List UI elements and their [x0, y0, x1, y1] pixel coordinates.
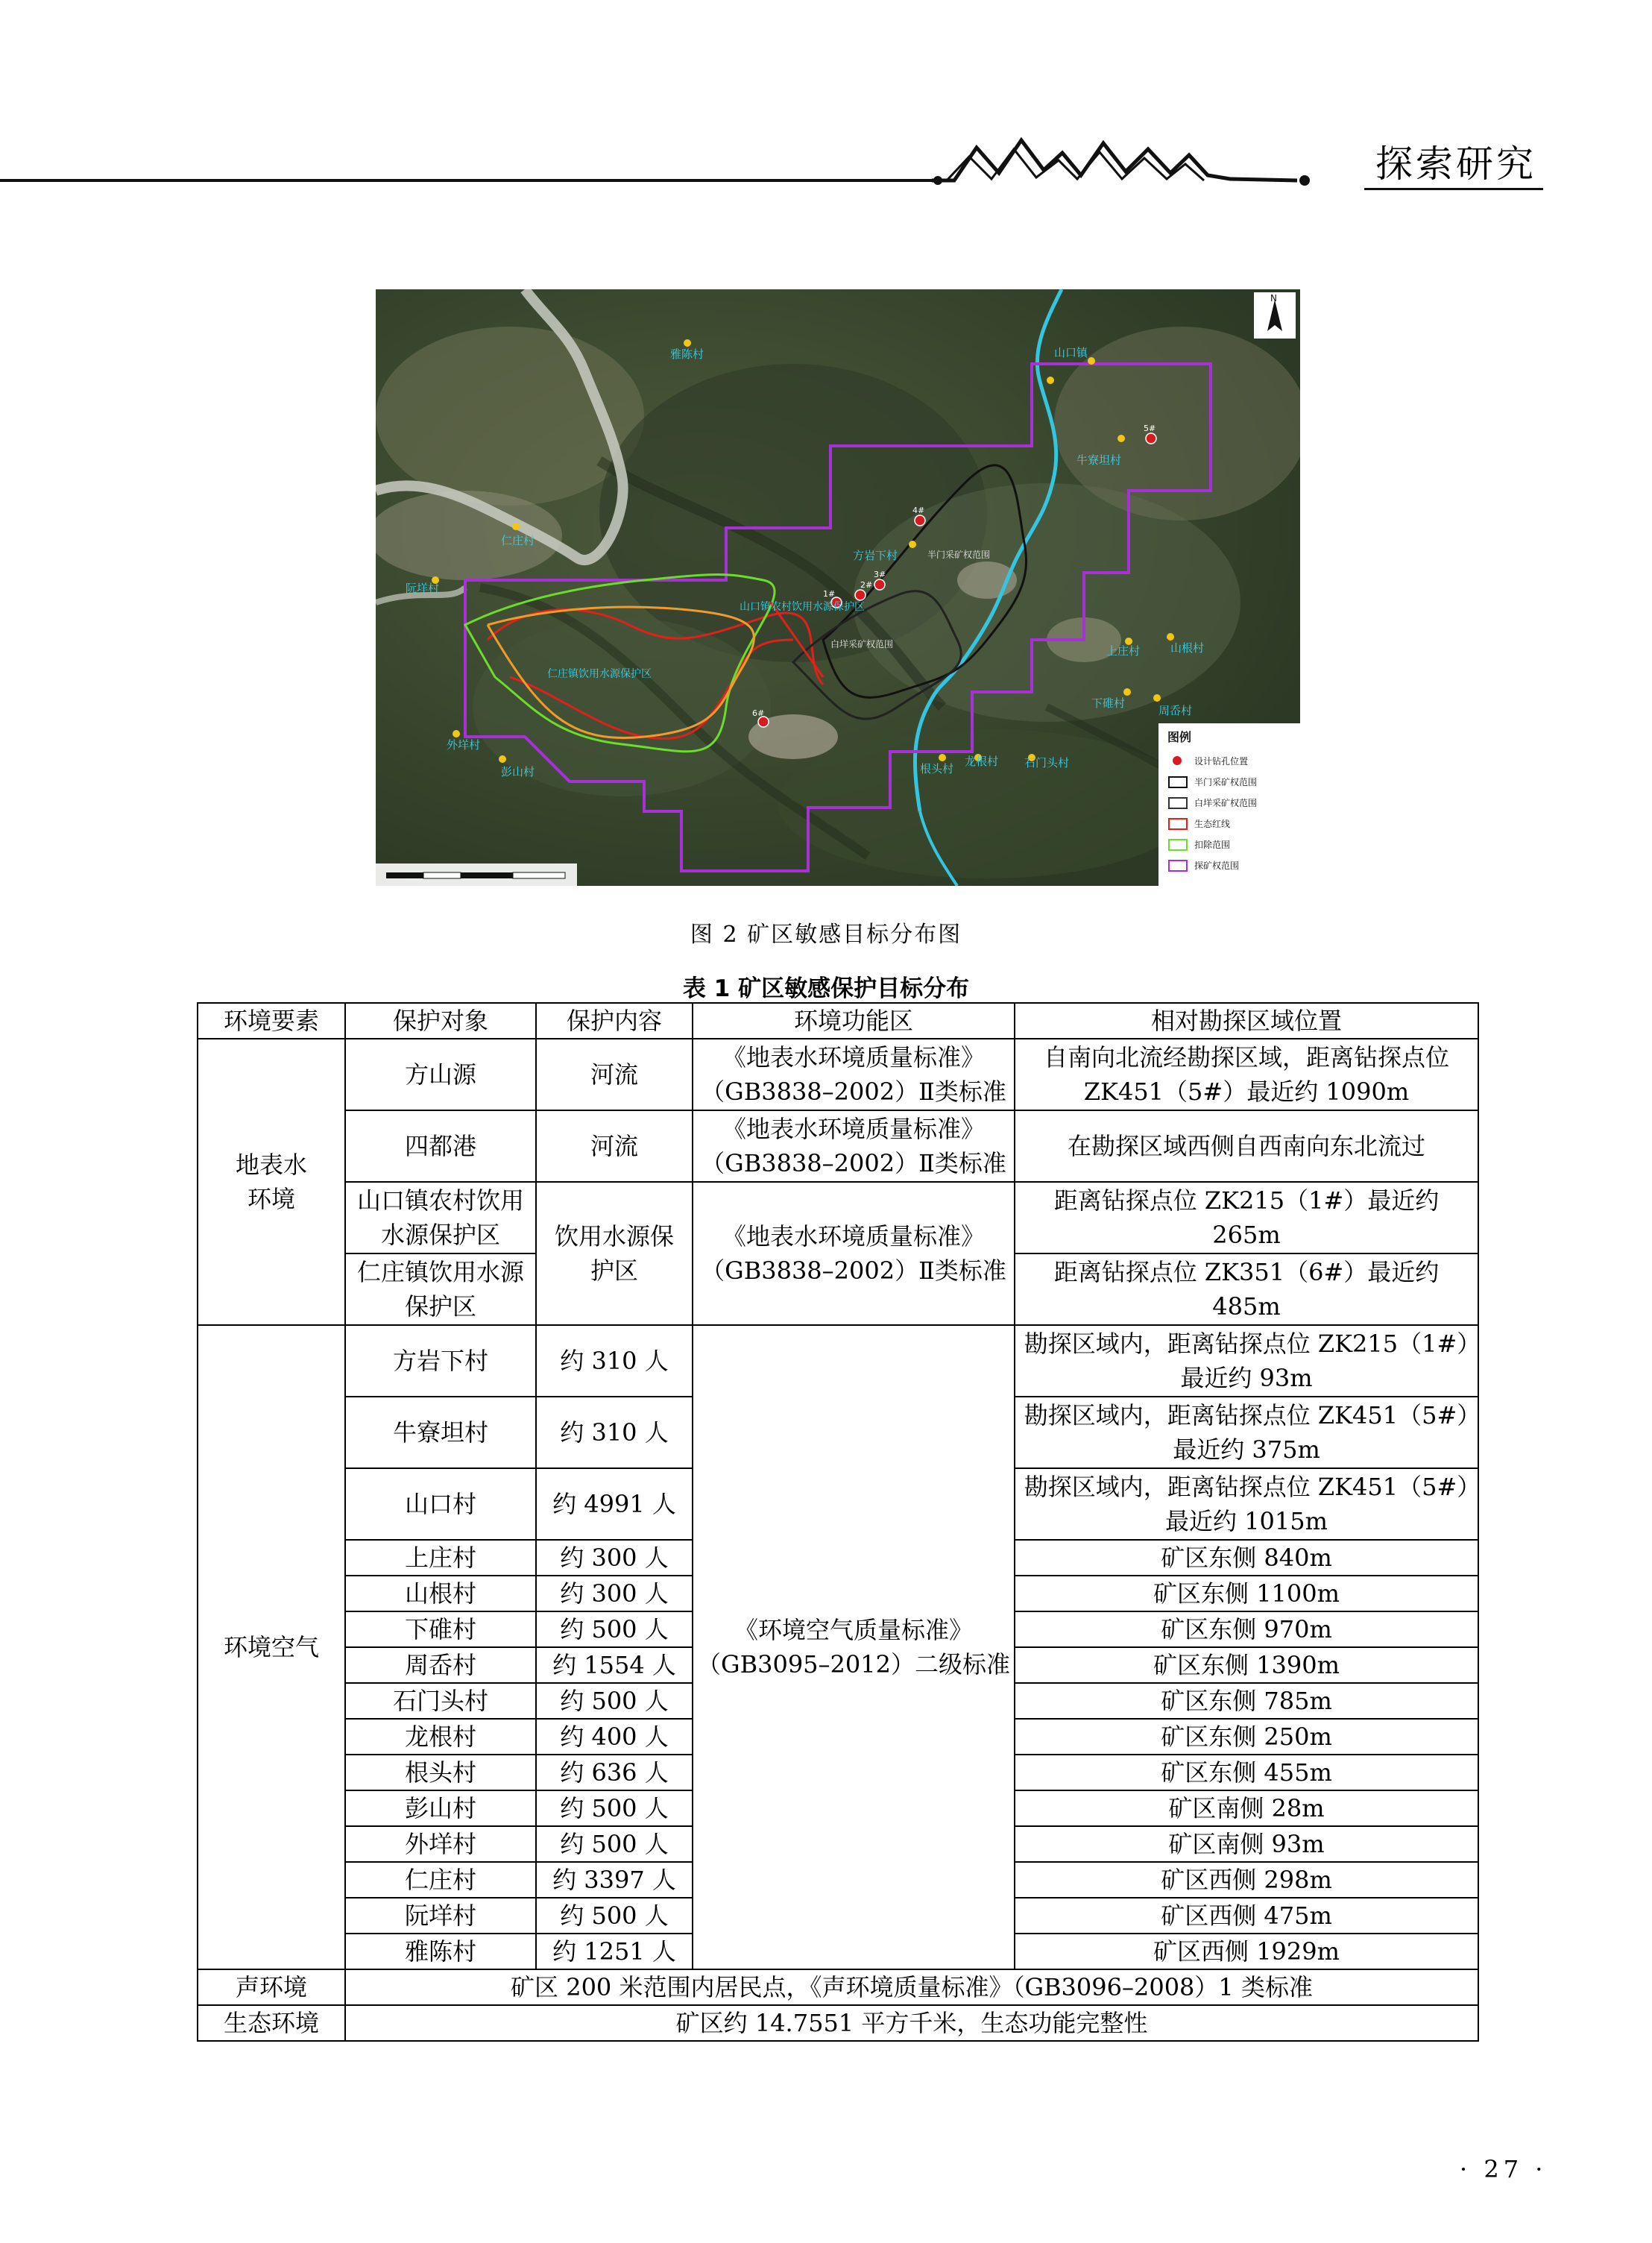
- cell-content: 约 3397 人: [536, 1862, 693, 1898]
- cell-object: 彭山村: [345, 1790, 536, 1826]
- cell-position: 矿区西侧 298m: [1015, 1862, 1478, 1898]
- cell-zone: 《地表水环境质量标准》（GB3838–2002）Ⅱ类标准: [693, 1110, 1015, 1182]
- drill-label-1: 1#: [823, 589, 836, 599]
- page-number: · 27 ·: [1460, 2155, 1548, 2183]
- cell-object: 山根村: [345, 1576, 536, 1611]
- drill-label-3: 3#: [874, 570, 886, 579]
- drill-label-4: 4#: [912, 506, 925, 515]
- cell-position: 矿区东侧 840m: [1015, 1540, 1478, 1576]
- cell-content: 约 1554 人: [536, 1647, 693, 1683]
- table-row: [198, 2005, 1478, 2041]
- legend-item-banmen: 半门采矿权范围: [1194, 777, 1258, 787]
- cell-position: 矿区南侧 28m: [1015, 1790, 1478, 1826]
- cell-element-sound: 声环境: [198, 1969, 345, 2005]
- cell-content: 约 300 人: [536, 1540, 693, 1576]
- cell-object: 阮垟村: [345, 1898, 536, 1934]
- cell-zone-air: 《环境空气质量标准》（GB3095–2012）二级标准: [693, 1325, 1015, 1969]
- cell-content: 约 500 人: [536, 1611, 693, 1647]
- cell-position: 矿区东侧 785m: [1015, 1683, 1478, 1719]
- cell-object: 根头村: [345, 1755, 536, 1790]
- map-label-xiazhuang: 下碓村: [1091, 696, 1126, 710]
- sensitive-targets-table: [197, 1002, 1479, 2042]
- cell-content: 约 500 人: [536, 1826, 693, 1862]
- cell-zone: 《地表水环境质量标准》（GB3838–2002）Ⅱ类标准: [693, 1039, 1015, 1110]
- section-underline: [1364, 188, 1543, 190]
- map-label-shankou: 山口镇: [1054, 346, 1088, 359]
- map-label-shangen: 山根村: [1170, 641, 1205, 655]
- north-arrow-icon: [1254, 292, 1296, 339]
- map-label-shangzhuang: 上庄村: [1106, 644, 1141, 658]
- section-title: 探索研究: [1375, 142, 1536, 186]
- table-row: [198, 1110, 1478, 1182]
- cell-content: 河流: [536, 1039, 693, 1110]
- drill-label-2: 2#: [860, 580, 873, 590]
- cell-object: 下碓村: [345, 1611, 536, 1647]
- cell-object: 周岙村: [345, 1647, 536, 1683]
- header-position: 相对勘探区域位置: [1015, 1003, 1478, 1039]
- cell-object: 仁庄镇饮用水源保护区: [345, 1253, 536, 1325]
- cell-content: 约 310 人: [536, 1325, 693, 1397]
- cell-position: 在勘探区域西侧自西南向东北流过: [1015, 1110, 1478, 1182]
- cell-element-air: 环境空气: [198, 1325, 345, 1969]
- drill-label-5: 5#: [1144, 424, 1156, 433]
- cell-object: 四都港: [345, 1110, 536, 1182]
- mountain-decoration-icon: [932, 127, 1320, 194]
- cell-content: 河流: [536, 1110, 693, 1182]
- svg-text:N: N: [1270, 293, 1277, 303]
- scale-bar: [376, 863, 577, 886]
- cell-position: 矿区东侧 250m: [1015, 1719, 1478, 1755]
- cell-object: 方山源: [345, 1039, 536, 1110]
- cell-object: 山口镇农村饮用水源保护区: [345, 1182, 536, 1253]
- cell-sound-text: 矿区 200 米范围内居民点，《声环境质量标准》（GB3096–2008）1 类标准: [345, 1969, 1478, 2005]
- table-row: [198, 1325, 1478, 1397]
- legend-item-ecoline: 生态红线: [1194, 819, 1231, 829]
- legend-item-exploration: 探矿权范围: [1194, 861, 1240, 871]
- cell-position: 距离钻探点位 ZK351（6#）最近约 485m: [1015, 1253, 1478, 1325]
- cell-object: 牛寮坦村: [345, 1397, 536, 1468]
- legend-title: 图例: [1167, 730, 1192, 744]
- legend-item-drill: 设计钻孔位置: [1194, 756, 1249, 767]
- cell-object: 方岩下村: [345, 1325, 536, 1397]
- mining-area-map: [376, 289, 1300, 886]
- map-label-longgen: 龙根村: [965, 755, 999, 768]
- cell-content: 约 310 人: [536, 1397, 693, 1468]
- cell-content: 约 500 人: [536, 1898, 693, 1934]
- figure-caption: 图 2 矿区敏感目标分布图: [690, 922, 962, 948]
- cell-eco-text: 矿区约 14.7551 平方千米，生态功能完整性: [345, 2005, 1478, 2041]
- map-label-zone-shankou: 山口镇农村饮用水源保护区: [740, 601, 865, 613]
- cell-object: 山口村: [345, 1468, 536, 1540]
- map-label-ruanyang: 阮垟村: [406, 582, 440, 595]
- cell-content: 约 500 人: [536, 1790, 693, 1826]
- table-row: [198, 1182, 1478, 1253]
- table-row: [198, 1039, 1478, 1110]
- map-label-fangyan: 方岩下村: [853, 549, 898, 562]
- cell-object: 外垟村: [345, 1826, 536, 1862]
- cell-content: 约 1251 人: [536, 1934, 693, 1969]
- cell-content: 饮用水源保护区: [536, 1182, 693, 1325]
- cell-element-water: 地表水环境: [198, 1039, 345, 1325]
- table-caption: 表 1 矿区敏感保护目标分布: [682, 975, 970, 1002]
- map-label-pengshan: 彭山村: [501, 765, 535, 778]
- cell-position: 矿区西侧 1929m: [1015, 1934, 1478, 1969]
- map-label-waiyang: 外垟村: [447, 738, 481, 752]
- map-label-zone-banmen: 半门采矿权范围: [927, 550, 991, 560]
- cell-position: 距离钻探点位 ZK215（1#）最近约 265m: [1015, 1182, 1478, 1253]
- table-header-row: [198, 1003, 1478, 1039]
- legend-item-baiyang: 白垟采矿权范围: [1194, 798, 1258, 808]
- cell-position: 矿区东侧 1390m: [1015, 1647, 1478, 1683]
- cell-position: 矿区东侧 455m: [1015, 1755, 1478, 1790]
- map-label-yachen: 雅陈村: [670, 347, 704, 361]
- cell-element-eco: 生态环境: [198, 2005, 345, 2041]
- cell-position: 矿区西侧 475m: [1015, 1898, 1478, 1934]
- header-element: 环境要素: [198, 1003, 345, 1039]
- map-label-renzhuang: 仁庄村: [501, 534, 535, 547]
- map-label-zone-renzhuang: 仁庄镇饮用水源保护区: [547, 668, 652, 680]
- header-object: 保护对象: [345, 1003, 536, 1039]
- cell-content: 约 636 人: [536, 1755, 693, 1790]
- map-label-zone-baiyang: 白垟采矿权范围: [830, 639, 894, 649]
- header-rule: [0, 179, 932, 182]
- cell-position: 勘探区域内，距离钻探点位 ZK451（5#）最近约 375m: [1015, 1397, 1478, 1468]
- map-label-shimen: 石门头村: [1024, 756, 1070, 770]
- cell-position: 矿区东侧 1100m: [1015, 1576, 1478, 1611]
- cell-position: 自南向北流经勘探区域，距离钻探点位ZK451（5#）最近约 1090m: [1015, 1039, 1478, 1110]
- cell-object: 仁庄村: [345, 1862, 536, 1898]
- cell-position: 勘探区域内，距离钻探点位 ZK451（5#）最近约 1015m: [1015, 1468, 1478, 1540]
- cell-position: 矿区东侧 970m: [1015, 1611, 1478, 1647]
- drill-label-6: 6#: [752, 708, 765, 718]
- header-content: 保护内容: [536, 1003, 693, 1039]
- table-row: [198, 1969, 1478, 2005]
- cell-position: 矿区南侧 93m: [1015, 1826, 1478, 1862]
- map-label-niuzhai: 牛寮坦村: [1076, 453, 1122, 467]
- legend-item-deduction: 扣除范围: [1194, 840, 1231, 850]
- cell-position: 勘探区域内，距离钻探点位 ZK215（1#）最近约 93m: [1015, 1325, 1478, 1397]
- cell-object: 雅陈村: [345, 1934, 536, 1969]
- cell-object: 上庄村: [345, 1540, 536, 1576]
- cell-object: 石门头村: [345, 1683, 536, 1719]
- map-label-gentou: 根头村: [920, 762, 954, 776]
- cell-zone: 《地表水环境质量标准》（GB3838–2002）Ⅱ类标准: [693, 1182, 1015, 1325]
- cell-content: 约 4991 人: [536, 1468, 693, 1540]
- cell-content: 约 500 人: [536, 1683, 693, 1719]
- map-label-zhouzha: 周岙村: [1158, 704, 1193, 717]
- cell-content: 约 400 人: [536, 1719, 693, 1755]
- header-zone: 环境功能区: [693, 1003, 1015, 1039]
- map-legend: [1158, 723, 1300, 886]
- cell-content: 约 300 人: [536, 1576, 693, 1611]
- cell-object: 龙根村: [345, 1719, 536, 1755]
